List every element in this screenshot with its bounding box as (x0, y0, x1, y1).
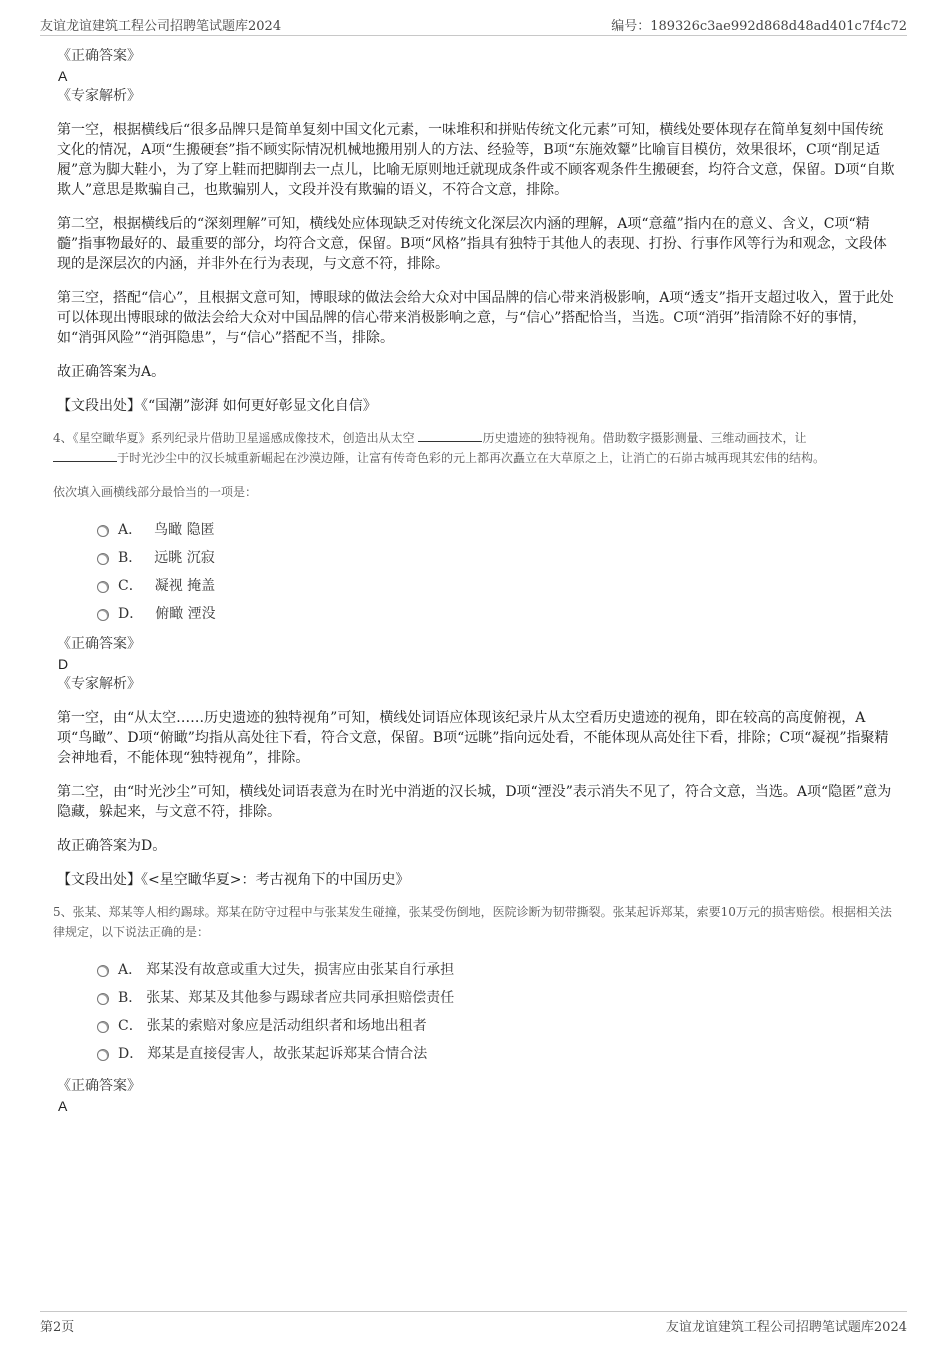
q5-option-d[interactable]: D． 郑某是直接侵害人，故张某起诉郑某合情合法 (97, 1040, 895, 1068)
analysis-label: 《专家解析》 (57, 676, 141, 692)
q3-source (57, 396, 895, 416)
radio-icon[interactable] (97, 581, 109, 593)
q4-answer: D (58, 656, 69, 672)
radio-icon[interactable] (97, 1021, 109, 1033)
q4-prompt: 依次填入画横线部分最恰当的一项是： (53, 485, 258, 499)
q5-option-a[interactable]: A． 郑某没有故意或重大过失，损害应由张某自行承担 (97, 956, 895, 984)
q5-answer: A (58, 1098, 68, 1114)
q3-source-title: 《“国潮”澎湃 如何更好彰显文化自信》 (141, 398, 377, 414)
source-prefix: 【文段出处】 (57, 398, 141, 414)
q4-blank-2 (53, 449, 117, 462)
answer-label: 《正确答案》 (57, 48, 141, 64)
page-header (40, 15, 907, 36)
q4-analysis-1: 第一空，由“从太空……历史遗迹的独特视角”可知，横线处词语应体现该纪录片从太空看历史遗迹的视角，即在较高的高度俯视，A项“鸟瞰”、D项“俯瞰”均指从高处往下看，符合文意，保留。B项“远眺”指向远处看，不能体现从高处往下看，排除；C项“凝视”指聚精会神地看，不能体现“独特视角”，排除。 (57, 710, 889, 766)
footer-title: 友谊龙谊建筑工程公司招聘笔试题库2024 (665, 1320, 907, 1335)
q3-answer: A (58, 68, 68, 84)
q4-blank-1 (418, 429, 482, 442)
q4-source (57, 870, 895, 890)
radio-icon[interactable] (97, 525, 109, 537)
header-title: 友谊龙谊建筑工程公司招聘笔试题库2024 (40, 19, 282, 34)
answer-label: 《正确答案》 (57, 1078, 141, 1094)
q4-stem-3: 于时光沙尘中的汉长城重新崛起在沙漠边陲，让富有传奇色彩的元上都再次矗立在大草原之上，让消亡的石峁古城再现其宏伟的结构。 (117, 451, 826, 465)
q4-conclusion: 故正确答案为D。 (57, 838, 167, 854)
source-prefix: 【文段出处】 (57, 872, 141, 888)
radio-icon[interactable] (97, 993, 109, 1005)
q3-analysis-3: 第三空，搭配“信心”，且根据文意可知，博眼球的做法会给大众对中国品牌的信心带来消极影响，A项“透支”指开支超过收入，置于此处可以体现出博眼球的做法会给大众对中国品牌的信心带来消极影响之意，与“信心”搭配恰当，当选。C项“消弭”指清除不好的事情，如“消弭风险”“消弭隐患”，与“信心”搭配不当，排除。 (57, 290, 894, 346)
answer-label: 《正确答案》 (57, 636, 141, 652)
q5-options (97, 956, 895, 1068)
radio-icon[interactable] (97, 609, 109, 621)
page-content (53, 46, 895, 1116)
page-footer (40, 1311, 907, 1335)
page-number: 第2页 (40, 1320, 75, 1335)
q4-option-b[interactable]: B． 远眺 沉寂 (97, 544, 895, 572)
analysis-label: 《专家解析》 (57, 88, 141, 104)
q4-stem-1: 4、《星空瞰华夏》系列纪录片借助卫星遥感成像技术，创造出从太空 (53, 431, 419, 445)
q4-stem (53, 428, 895, 468)
q5-option-c[interactable]: C． 张某的索赔对象应是活动组织者和场地出租者 (97, 1012, 895, 1040)
q4-analysis-2: 第二空，由“时光沙尘”可知，横线处词语表意为在时光中消逝的汉长城，D项“湮没”表示消失不见了，符合文意，当选。A项“隐匿”意为隐藏，躲起来，与文意不符，排除。 (57, 784, 892, 820)
q4-option-a[interactable]: A． 鸟瞰 隐匿 (97, 516, 895, 544)
q3-analysis-2: 第二空，根据横线后的“深刻理解”可知，横线处应体现缺乏对传统文化深层次内涵的理解，A项“意蕴”指内在的意义、含义，C项“精髓”指事物最好的、最重要的部分，均符合文意，保留。B项“风格”指具有独特于其他人的表现、打扮、行事作风等行为和观念，文段体现的是深层次的内涵，并非外在行为表现，与文意不符，排除。 (57, 216, 887, 272)
q5-stem: 5、张某、郑某等人相约踢球。郑某在防守过程中与张某发生碰撞，张某受伤倒地，医院诊断为韧带撕裂。张某起诉郑某，索要10万元的损害赔偿。根据相关法律规定，以下说法正确的是： (53, 905, 892, 939)
q5-option-b[interactable]: B． 张某、郑某及其他参与踢球者应共同承担赔偿责任 (97, 984, 895, 1012)
q4-option-c[interactable]: C． 凝视 掩盖 (97, 572, 895, 600)
radio-icon[interactable] (97, 1049, 109, 1061)
q4-option-d[interactable]: D． 俯瞰 湮没 (97, 600, 895, 628)
radio-icon[interactable] (97, 965, 109, 977)
q4-options (97, 516, 895, 628)
q3-conclusion: 故正确答案为A。 (57, 364, 166, 380)
q4-stem-2: 历史遗迹的独特视角。借助数字摄影测量、三维动画技术，让 (482, 431, 807, 445)
radio-icon[interactable] (97, 553, 109, 565)
q4-source-title: 《<星空瞰华夏>：考古视角下的中国历史》 (141, 872, 410, 888)
q3-analysis-1: 第一空，根据横线后“很多品牌只是简单复刻中国文化元素，一味堆积和拼贴传统文化元素”可知，横线处要体现存在简单复刻中国传统文化的情况，A项“生搬硬套”指不顾实际情况机械地搬用别人的方法、经验等，B项“东施效颦”比喻盲目模仿，效果很坏，C项“削足适履”意为脚大鞋小，为了穿上鞋而把脚削去一点儿，比喻无原则地迁就现成条件或不顾客观条件生搬硬套，均符合文意，保留。D项“自欺欺人”意思是欺骗自己，也欺骗别人，文段并没有欺骗的语义，不符合文意，排除。 (57, 122, 895, 198)
header-serial: 编号：189326c3ae992d868d48ad401c7f4c72 (611, 19, 907, 34)
